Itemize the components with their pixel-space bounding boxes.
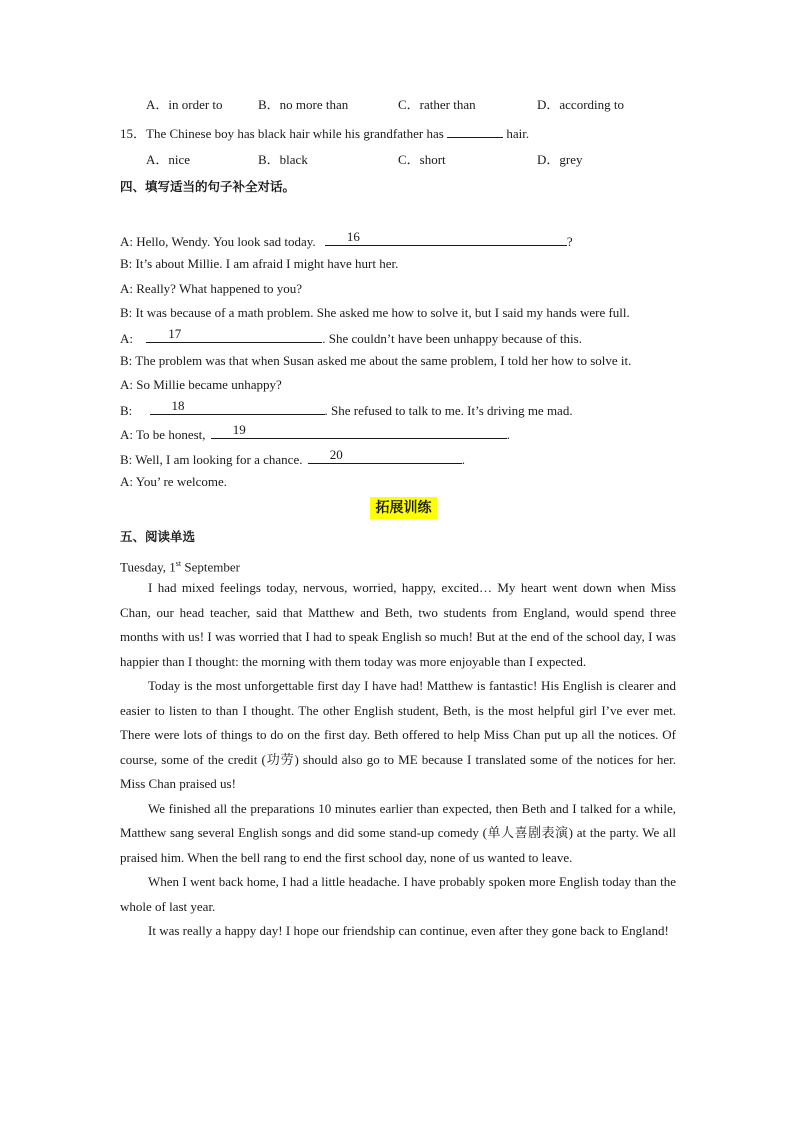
q15-option-c: C．short	[398, 152, 446, 167]
q15-option-a: A．nice	[146, 152, 191, 167]
dialogue-text: A: Hello, Wendy. You look sad today.	[120, 234, 316, 249]
date-day: Tuesday, 1	[120, 559, 176, 575]
section4-heading: 四、填写适当的句子补全对话。	[120, 179, 296, 194]
dialogue-line	[120, 326, 582, 347]
section5-heading: 五、阅读单选	[120, 529, 196, 544]
q15-stem-text: 15．The Chinese boy has black hair while his grandfather has	[120, 126, 444, 141]
answer-blank-20	[308, 447, 462, 464]
date-suffix: st	[175, 559, 182, 568]
dialogue-after: ?	[566, 234, 573, 249]
date-month: September	[181, 559, 240, 575]
passage-paragraph: When I went back home, I had a little headache. I have probably spoken more English today than the whole of last year.	[120, 874, 676, 914]
answer-blank-16	[325, 229, 567, 246]
passage-paragraph: It was really a happy day! I hope our friendship can continue, even after they gone back to England!	[148, 923, 669, 938]
reading-passage	[120, 576, 676, 944]
q15-stem	[120, 124, 529, 142]
dialogue-line	[120, 422, 511, 443]
q15-stem-after: hair.	[506, 126, 530, 141]
blank-number: 18	[171, 398, 185, 413]
dialogue-line	[120, 229, 573, 250]
passage-paragraph: I had mixed feelings today, nervous, worried, happy, excited… My heart went down when Miss Chan, our head teacher, said that Matthew and Beth, two students from England, would spend three months with us! I was worried that I had to speak English so much! But at the end of the school day, I was happier than I thought: the morning with them today was more enjoyable than I expected.	[120, 580, 676, 669]
dialogue-line	[120, 447, 465, 468]
answer-blank-17	[146, 326, 322, 343]
passage-paragraph: Today is the most unforgettable first day I have had! Matthew is fantastic! His English is clearer and easier to listen to than I thought. The other English student, Beth, is the most helpful girl I’ve ever met. There were lots of things to do on the first day. Beth offered to help Miss Chan put up all the notices. Of course, some of the credit (功劳) should also go to ME because I translated some of the notices for her. Miss Chan praised us!	[120, 678, 676, 791]
dialogue-after: .	[461, 452, 465, 467]
q14-option-a: A．in order to	[146, 97, 223, 112]
blank-number: 19	[232, 422, 246, 437]
q14-option-b: B．no more than	[258, 97, 349, 112]
dialogue-text: A:	[120, 331, 133, 346]
dialogue-line: B: It was because of a math problem. She asked me how to solve it, but I said my hands were full.	[120, 305, 630, 320]
dialogue-text: A: To be honest,	[120, 427, 206, 442]
dialogue-after: . She refused to talk to me. It’s driving me mad.	[324, 403, 573, 418]
blank-number: 17	[168, 326, 182, 341]
dialogue-line: B: The problem was that when Susan asked me about the same problem, I told her how to solve it.	[120, 353, 632, 368]
dialogue-line: A: Really? What happened to you?	[120, 281, 303, 296]
q15-option-d: D．grey	[537, 152, 583, 167]
answer-blank-18	[150, 398, 325, 415]
dialogue-after: .	[506, 427, 511, 442]
q14-option-d: D．according to	[537, 97, 625, 112]
q15-blank	[447, 124, 503, 138]
dialogue-line	[120, 398, 573, 419]
dialogue-text: B:	[120, 403, 133, 418]
dialogue-line: A: You’ re welcome.	[120, 474, 227, 489]
section-banner: 拓展训练	[370, 497, 437, 519]
diary-date	[120, 556, 240, 575]
dialogue-line: B: It’s about Millie. I am afraid I might have hurt her.	[120, 256, 399, 271]
answer-blank-19	[211, 422, 507, 439]
dialogue-text: B: Well, I am looking for a chance.	[120, 452, 303, 467]
passage-paragraph: We finished all the preparations 10 minutes earlier than expected, then Beth and I talked for a while, Matthew sang several English songs and did some stand-up comedy (单人喜剧表演) at the party. We all praised him. When the bell rang to end the first school day, none of us wanted to leave.	[120, 800, 676, 865]
dialogue-line: A: So Millie became unhappy?	[120, 377, 282, 392]
q14-option-c: C．rather than	[398, 97, 476, 112]
dialogue-after: . She couldn’t have been unhappy because of this.	[322, 331, 582, 346]
blank-number: 16	[346, 229, 360, 244]
blank-number: 20	[329, 447, 343, 462]
q15-option-b: B．black	[258, 152, 308, 167]
